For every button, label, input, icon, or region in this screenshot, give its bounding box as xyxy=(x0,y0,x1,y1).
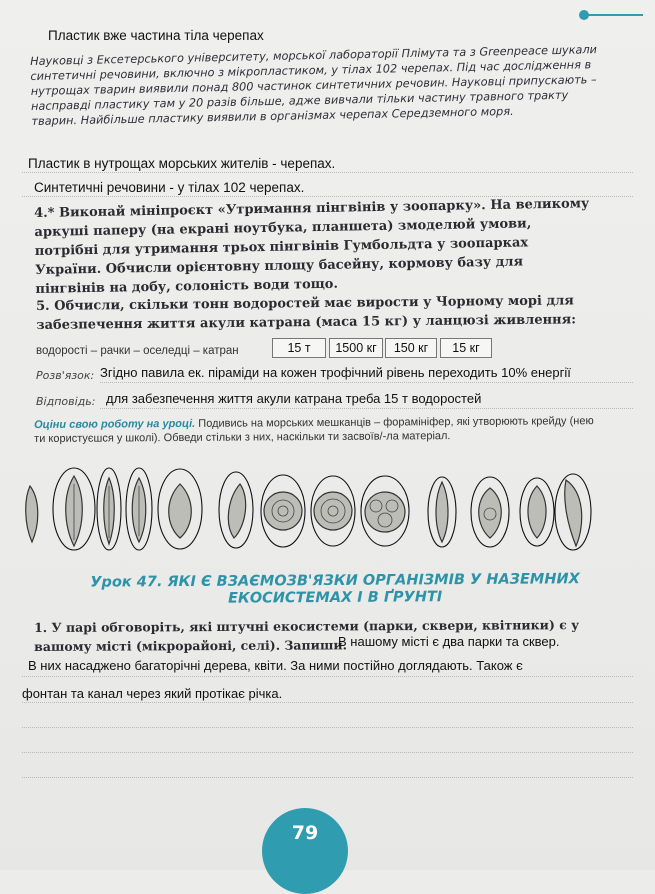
foraminifera-icon xyxy=(365,492,405,532)
task-1-answer-2[interactable]: В них насаджено багаторічні дерева, квіти. За ними постійно доглядають. Також є xyxy=(28,658,523,673)
foraminifera-icon xyxy=(228,484,245,538)
lesson-title-line-1: Урок 47. ЯКІ Є ВЗАЄМОЗВ'ЯЗКИ ОРГАНІЗМІВ У НАЗЕМНИХ xyxy=(90,571,580,591)
answer-guide-line xyxy=(22,172,633,173)
foraminifera-icon xyxy=(169,484,192,538)
page-number-badge xyxy=(262,808,348,894)
self-check-text: Подивись на морських мешканців – форамініфер, які утворюють крейду (нею ти користуєшся у школі). Обведи стільки з них, наскільки ти засвоїв/-ла матеріал. xyxy=(34,415,594,445)
header-answer[interactable]: Пластик вже частина тіла черепах xyxy=(48,28,264,43)
foraminifera-icon xyxy=(436,482,448,542)
lesson-title-line-2: ЕКОСИСТЕМАХ І В ҐРУНТІ xyxy=(228,589,443,607)
corner-dot-icon xyxy=(579,10,589,20)
task-4 xyxy=(34,194,596,299)
answer-label: Відповідь: xyxy=(36,395,96,408)
chain-box-herring[interactable]: 150 кг xyxy=(385,338,437,358)
foraminifera-icon xyxy=(565,480,582,546)
answer-line-1[interactable]: Пластик в нутрощах морських жителів - черепах. xyxy=(28,156,336,171)
corner-decoration xyxy=(583,14,643,16)
foraminifera-icon xyxy=(264,492,302,530)
answer-guide-line xyxy=(22,777,633,778)
food-chain: водорості – рачки – оселедці – катран xyxy=(36,345,239,357)
self-check xyxy=(34,414,604,446)
task-4-text: Виконай мініпроєкт «Утримання пінгвінів у зоопарку». На великому аркуші паперу (на екрані ноутбука, планшета) змоделюй умови, потрібні для утримання трьох пінгвінів Гумбольдта у зоопарках України. Обчисли орієнтовну площу басейну, кормову базу для пінгвінів на добу, солоність води тощо. xyxy=(34,196,590,297)
task-1-number: 1. xyxy=(34,619,48,635)
answer-guide-line xyxy=(22,727,633,728)
task-4-number: 4.* xyxy=(34,205,55,221)
task-5-text: Обчисли, скільки тонн водоростей має вирости у Чорному морі для забезпечення життя акули катрана (маса 15 кг) у ланцюзі живлення: xyxy=(36,293,577,333)
answer-text[interactable]: для забезпечення життя акули катрана треба 15 т водоростей xyxy=(106,391,482,406)
task-1-text: У парі обговоріть, які штучні екосистеми (парки, сквери, квітники) є у вашому місті (мікрорайоні, селі). Запиши. xyxy=(34,617,580,654)
intro-paragraph: Науковці з Ексетерського університету, морської лабораторії Плімута та з Greenpeace шукали синтетичні речовини, включно з мікропластиком, у тілах 102 черепах. Під час дослідження в нутрощах тварин виявили понад 800 частинок синтетичних речовин. Науковці припускають – насправді пластику там у 20 разів більше, адже вивчали тільки частину травного тракту тварин. Найбільше пластику виявили в організмах черепах Середземного моря. xyxy=(30,43,598,128)
foraminifera-icon xyxy=(528,486,546,538)
chain-box-algae[interactable]: 15 т xyxy=(272,338,326,358)
chain-box-crustaceans[interactable]: 1500 кг xyxy=(329,338,383,358)
solution-text[interactable]: Згідно павила ек. піраміди на кожен трофічний рівень переходить 10% енергії xyxy=(100,365,571,380)
answer-line-2[interactable]: Синтетичні речовини - у тілах 102 черепах. xyxy=(34,180,305,195)
task-1-answer-3[interactable]: фонтан та канал через який протікає річка. xyxy=(22,686,283,701)
task-5 xyxy=(36,291,596,335)
self-check-lead: Оціни свою роботу на уроці. xyxy=(34,417,196,431)
task-1-answer-1[interactable]: В нашому місті є два парки та сквер. xyxy=(338,634,560,649)
foraminifera-icon xyxy=(314,492,352,530)
foraminifera-icon xyxy=(479,488,502,538)
solution-guide-line xyxy=(100,382,633,383)
answer-guide-line xyxy=(100,408,633,409)
solution-label: Розв'язок: xyxy=(36,369,95,382)
task-5-number: 5. xyxy=(36,298,50,314)
answer-guide-line xyxy=(22,702,633,703)
chain-box-shark[interactable]: 15 кг xyxy=(440,338,492,358)
answer-guide-line xyxy=(22,676,633,677)
foraminifera-icon xyxy=(26,486,38,542)
foraminifera-row xyxy=(0,464,655,564)
page-number: 79 xyxy=(291,822,319,844)
lesson-title xyxy=(40,571,630,609)
answer-guide-line xyxy=(22,752,633,753)
